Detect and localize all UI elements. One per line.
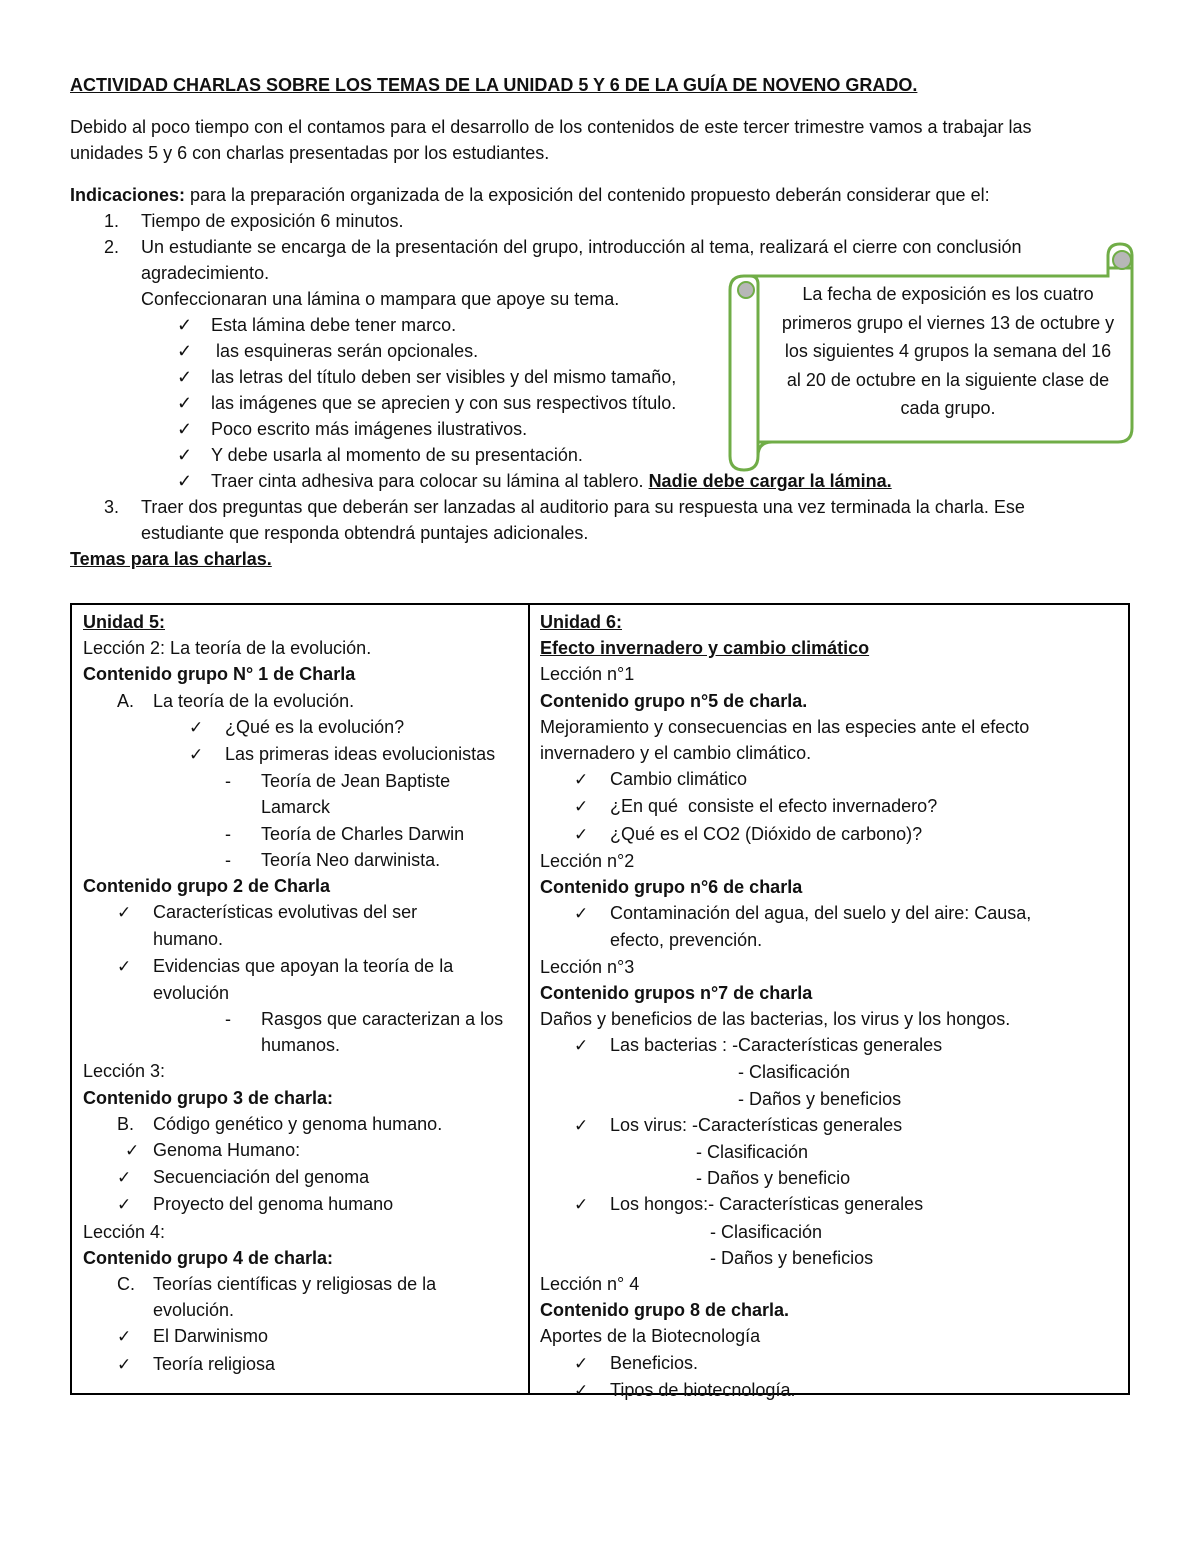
step-3-line-1: Traer dos preguntas que deberán ser lanzadas al auditorio para su respuesta una vez terminada la charla. Ese [141,497,1025,517]
check-icon: ✓ [574,770,589,790]
leccion-3: Lección 3: [83,1061,166,1082]
grupo-7-heading: Contenido grupos n°7 de charla [540,982,813,1003]
list-item-continued: evolución. [153,1300,235,1321]
check-icon: ✓ [177,341,193,361]
charlas-table [70,603,1130,1400]
check-icon: ✓ [117,903,132,923]
dash-icon: - [225,771,231,792]
callout-text: La fecha de exposición es los cuatro primeros grupo el viernes 13 de octubre y los siguientes 4 grupos la semana del 16 al 20 de octubre en la siguiente clase de cada grupo. [781,284,1115,418]
intro-line-1: Debido al poco tiempo con el contamos para el desarrollo de los contenidos de este tercer trimestre vamos a trabajar las [70,117,1032,137]
step-3-number: 3. [104,497,120,517]
intro-paragraph [70,114,1130,166]
list-item: ✓ Evidencias que apoyan la teoría de la [83,953,528,980]
check-icon: ✓ [125,1141,140,1161]
step-3-line-2: estudiante que responda obtendrá puntajes adicionales. [141,523,589,543]
list-item: - Rasgos que caracterizan a los [83,1006,528,1032]
check-icon: ✓ [177,471,193,491]
check-item: ✓ Y debe usarla al momento de su presentación. [70,442,1130,468]
check-item: ✓ las esquineras serán opcionales. [70,338,1130,364]
list-item: ✓ Tipos de biotecnología. [540,1377,1128,1404]
list-item: ✓ Las bacterias : -Características generales [540,1032,1128,1059]
list-item: ✓ ¿En qué consiste el efecto invernadero? [540,793,1128,820]
no-carry-warning: Nadie debe cargar la lámina. [648,471,892,491]
list-item: ✓ El Darwinismo [83,1323,528,1350]
grupo-2-heading: Contenido grupo 2 de Charla [83,876,331,897]
unidad-6-column [530,605,1128,1400]
unidad-5-heading: Unidad 5: [83,612,166,632]
leccion-3: Lección n°3 [540,956,635,977]
list-item: ✓ Los hongos:- Características generales [540,1191,1128,1218]
list-item-sub: - Daños y beneficio [696,1168,851,1189]
check-icon: ✓ [117,956,132,976]
check-icon: ✓ [574,1380,589,1400]
check-icon: ✓ [189,717,204,737]
check-item: ✓ las imágenes que se aprecien y con sus respectivos título. [70,390,1130,416]
list-item-continued: Lamarck [261,797,331,818]
check-item: ✓ Poco escrito más imágenes ilustrativos. [70,416,1130,442]
check-icon: ✓ [117,1168,132,1188]
unidad-6-subheading: Efecto invernadero y cambio climático [540,638,870,659]
check-item: ✓ Traer cinta adhesiva para colocar su lámina al tablero. Nadie debe cargar la lámina. [70,468,1130,494]
grupo-8-heading: Contenido grupo 8 de charla. [540,1300,790,1321]
check-icon: ✓ [117,1195,132,1215]
grupo-5-heading: Contenido grupo n°5 de charla. [540,690,808,711]
list-item: A. La teoría de la evolución. [117,690,355,711]
grupo-1-heading: Contenido grupo N° 1 de Charla [83,664,356,685]
step-3 [70,494,1130,546]
check-icon: ✓ [177,367,193,387]
check-icon: ✓ [574,1036,589,1056]
grupo-4-heading: Contenido grupo 4 de charla: [83,1247,334,1268]
check-icon: ✓ [574,1195,589,1215]
list-item-continued: humanos. [261,1035,341,1056]
check-item: ✓ las letras del título deben ser visibles y del mismo tamaño, [70,364,1130,390]
list-item: - Teoría de Jean Baptiste [83,768,528,794]
check-icon: ✓ [117,1327,132,1347]
list-item: ✓ Proyecto del genoma humano [83,1191,528,1218]
intro-line-2: unidades 5 y 6 con charlas presentadas por los estudiantes. [70,143,550,163]
date-callout-scroll [728,242,1134,474]
list-item: ✓ Secuenciación del genoma [83,1164,528,1191]
check-icon: ✓ [177,419,193,439]
dash-icon: - [225,849,231,870]
indicaciones-text: para la preparación organizada de la exposición del contenido propuesto deberán considerar que el: [185,185,990,205]
list-item-sub: - Daños y beneficios [738,1088,902,1109]
list-item: B. Código genético y genoma humano. [117,1113,443,1134]
dash-icon: - [225,823,231,844]
check-icon: ✓ [177,445,193,465]
unidad-6-heading: Unidad 6: [540,612,623,632]
step-2-line-2: agradecimiento. [141,263,270,283]
list-item: ✓ Contaminación del agua, del suelo y del aire: Causa, [540,900,1128,927]
list-item: ✓ Genoma Humano: [83,1137,528,1164]
check-icon: ✓ [177,315,193,335]
step-2-line-1: Un estudiante se encarga de la presentación del grupo, introducción al tema, realizará el cierre con conclusión [141,237,1022,257]
dash-icon: - [225,1009,231,1030]
step-2-sub: Confeccionaran una lámina o mampara que apoye su tema. [141,289,620,309]
list-item: ✓ ¿Qué es el CO2 (Dióxido de carbono)? [540,821,1128,848]
leccion-1: Lección n°1 [540,664,635,685]
list-item: ✓ Los virus: -Características generales [540,1112,1128,1139]
step-2-number: 2. [104,237,120,257]
list-item-sub: - Daños y beneficios [710,1247,874,1268]
grupo-6-heading: Contenido grupo n°6 de charla [540,877,803,898]
step-1-text: Tiempo de exposición 6 minutos. [141,211,404,231]
document-title: ACTIVIDAD CHARLAS SOBRE LOS TEMAS DE LA UNIDAD 5 Y 6 DE LA GUÍA DE NOVENO GRADO. [70,75,918,95]
step-1 [70,208,1130,234]
check-icon: ✓ [117,1354,132,1374]
leccion-2: Lección 2: La teoría de la evolución. [83,638,372,659]
list-item: - Teoría de Charles Darwin [83,821,528,847]
grupo-5-text-1: Mejoramiento y consecuencias en las especies ante el efecto [540,716,1030,737]
step-1-number: 1. [104,211,120,231]
indicaciones-line [70,182,1130,208]
check-icon: ✓ [574,824,589,844]
list-item-continued: efecto, prevención. [610,930,763,951]
check-item: ✓ Esta lámina debe tener marco. [70,312,1130,338]
list-item: ✓ ¿Qué es la evolución? [83,714,528,741]
check-icon: ✓ [574,797,589,817]
check-icon: ✓ [574,1115,589,1135]
grupo-7-text: Daños y beneficios de las bacterias, los virus y los hongos. [540,1009,1011,1030]
check-icon: ✓ [189,745,204,765]
leccion-4: Lección n° 4 [540,1274,640,1295]
list-item-continued: humano. [153,929,224,950]
leccion-4: Lección 4: [83,1221,166,1242]
list-item-continued: evolución [153,982,230,1003]
list-item-sub: - Clasificación [696,1142,809,1163]
list-item: ✓ Beneficios. [540,1350,1128,1377]
list-item: ✓ Características evolutivas del ser [83,899,528,926]
check-icon: ✓ [574,1353,589,1373]
list-item: ✓ Las primeras ideas evolucionistas [83,741,528,768]
check-icon: ✓ [177,393,193,413]
check-icon: ✓ [574,904,589,924]
list-item: ✓ Cambio climático [540,766,1128,793]
leccion-2: Lección n°2 [540,850,635,871]
list-item-sub: - Clasificación [710,1221,823,1242]
grupo-8-text: Aportes de la Biotecnología [540,1326,761,1347]
unidad-5-column [72,605,530,1393]
grupo-5-text-2: invernadero y el cambio climático. [540,743,812,764]
list-item-sub: - Clasificación [738,1062,851,1083]
list-item: ✓ Teoría religiosa [83,1351,528,1378]
indicaciones-label: Indicaciones: [70,185,186,205]
list-item: C. Teorías científicas y religiosas de la [117,1274,437,1295]
grupo-3-heading: Contenido grupo 3 de charla: [83,1087,334,1108]
temas-heading: Temas para las charlas. [70,549,272,569]
list-item: - Teoría Neo darwinista. [83,847,528,873]
